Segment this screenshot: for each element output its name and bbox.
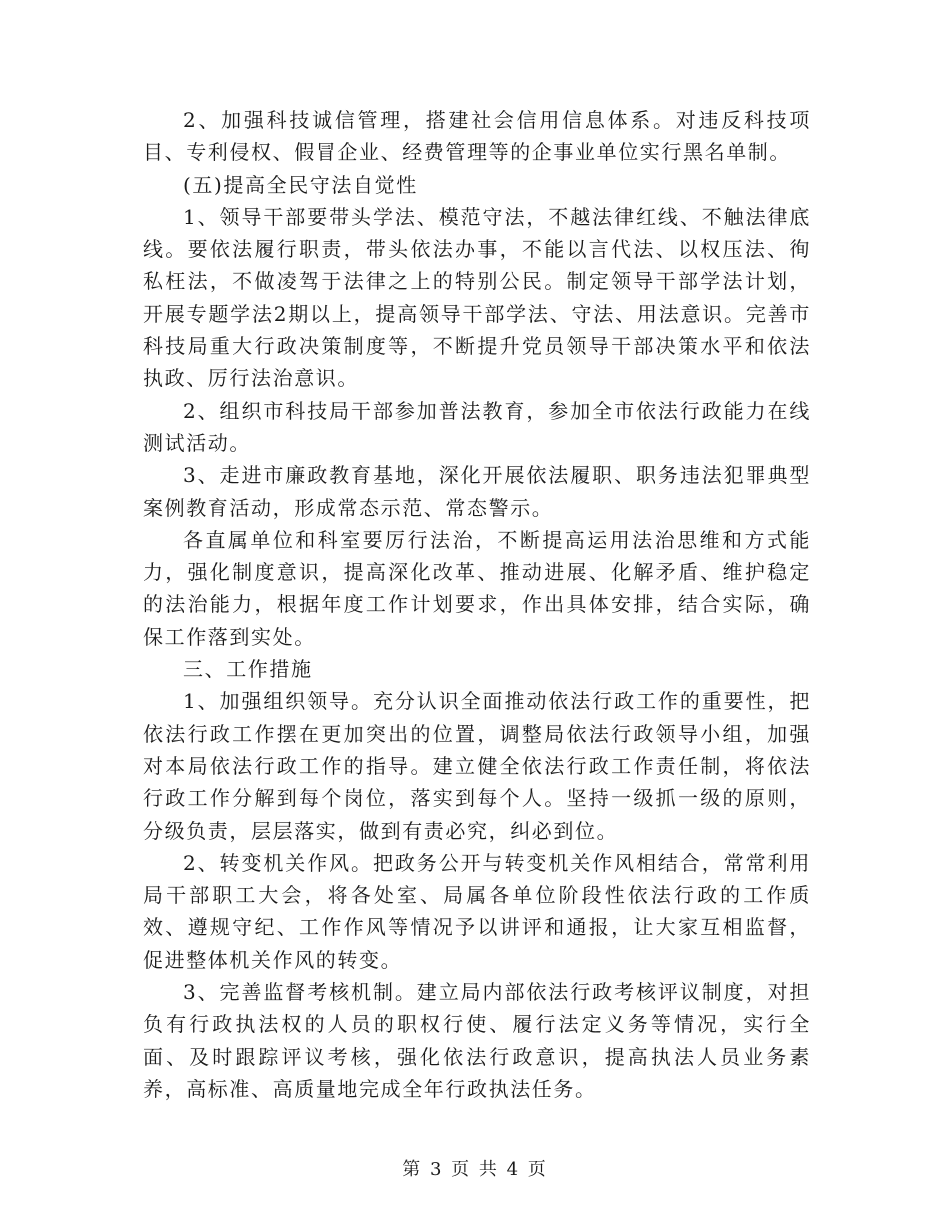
paragraph-integrity-base: 3、走进市廉政教育基地，深化开展依法履职、职务违法犯罪典型案例教育活动，形成常态示范、常态警示。 [143,463,811,520]
section-heading-law-awareness: (五)提高全民守法自觉性 [183,172,418,197]
paragraph-supervision-assessment: 3、完善监督考核机制。建立局内部依法行政考核评议制度，对担负有行政执法权的人员的职权行使、履行法定义务等情况，实行全面、及时跟踪评议考核，强化依法行政意识，提高执法人员业务素养，高标准、高质量地完成全年行政执法任务。 [143,980,811,1101]
paragraph-work-style: 2、转变机关作风。把政务公开与转变机关作风相结合，常常利用局干部职工大会，将各处室、局属各单位阶段性依法行政的工作质效、遵规守纪、工作作风等情况予以讲评和通报，让大家互相监督，促进整体机关作风的转变。 [143,850,811,972]
paragraph-leaders-study-law: 1、领导干部要带头学法、模范守法，不越法律红线、不触法律底线。要依法履行职责，带头依法办事，不能以言代法、以权压法、徇私枉法，不做凌驾于法律之上的特别公民。制定领导干部学法计划，开展专题学法2期以上，提高领导干部学法、守法、用法意识。完善市科技局重大行政决策制度等，不断提升党员领导干部决策水平和依法执政、厉行法治意识。 [143,204,811,391]
paragraph-legal-education: 2、组织市科技局干部参加普法教育，参加全市依法行政能力在线测试活动。 [143,398,811,455]
document-body [143,104,811,1105]
paragraph-credit-management: 2、加强科技诚信管理，搭建社会信用信息体系。对违反科技项目、专利侵权、假冒企业、经费管理等的企事业单位实行黑名单制。 [143,108,811,165]
section-heading-work-measures: 三、工作措施 [183,657,313,682]
paragraph-units-rule-of-law: 各直属单位和科室要厉行法治，不断提高运用法治思维和方式能力，强化制度意识，提高深化改革、推动进展、化解矛盾、维护稳定的法治能力，根据年度工作计划要求，作出具体安排，结合实际，确保工作落到实处。 [143,527,811,649]
page-number: 第 3 页 共 4 页 [402,1159,548,1180]
paragraph-organization-leadership: 1、加强组织领导。充分认识全面推动依法行政工作的重要性，把依法行政工作摆在更加突出的位置，调整局依法行政领导小组，加强对本局依法行政工作的指导。建立健全依法行政工作责任制，将依法行政工作分解到每个岗位，落实到每个人。坚持一级抓一级的原则，分级负责，层层落实，做到有责必究，纠必到位。 [143,689,811,843]
